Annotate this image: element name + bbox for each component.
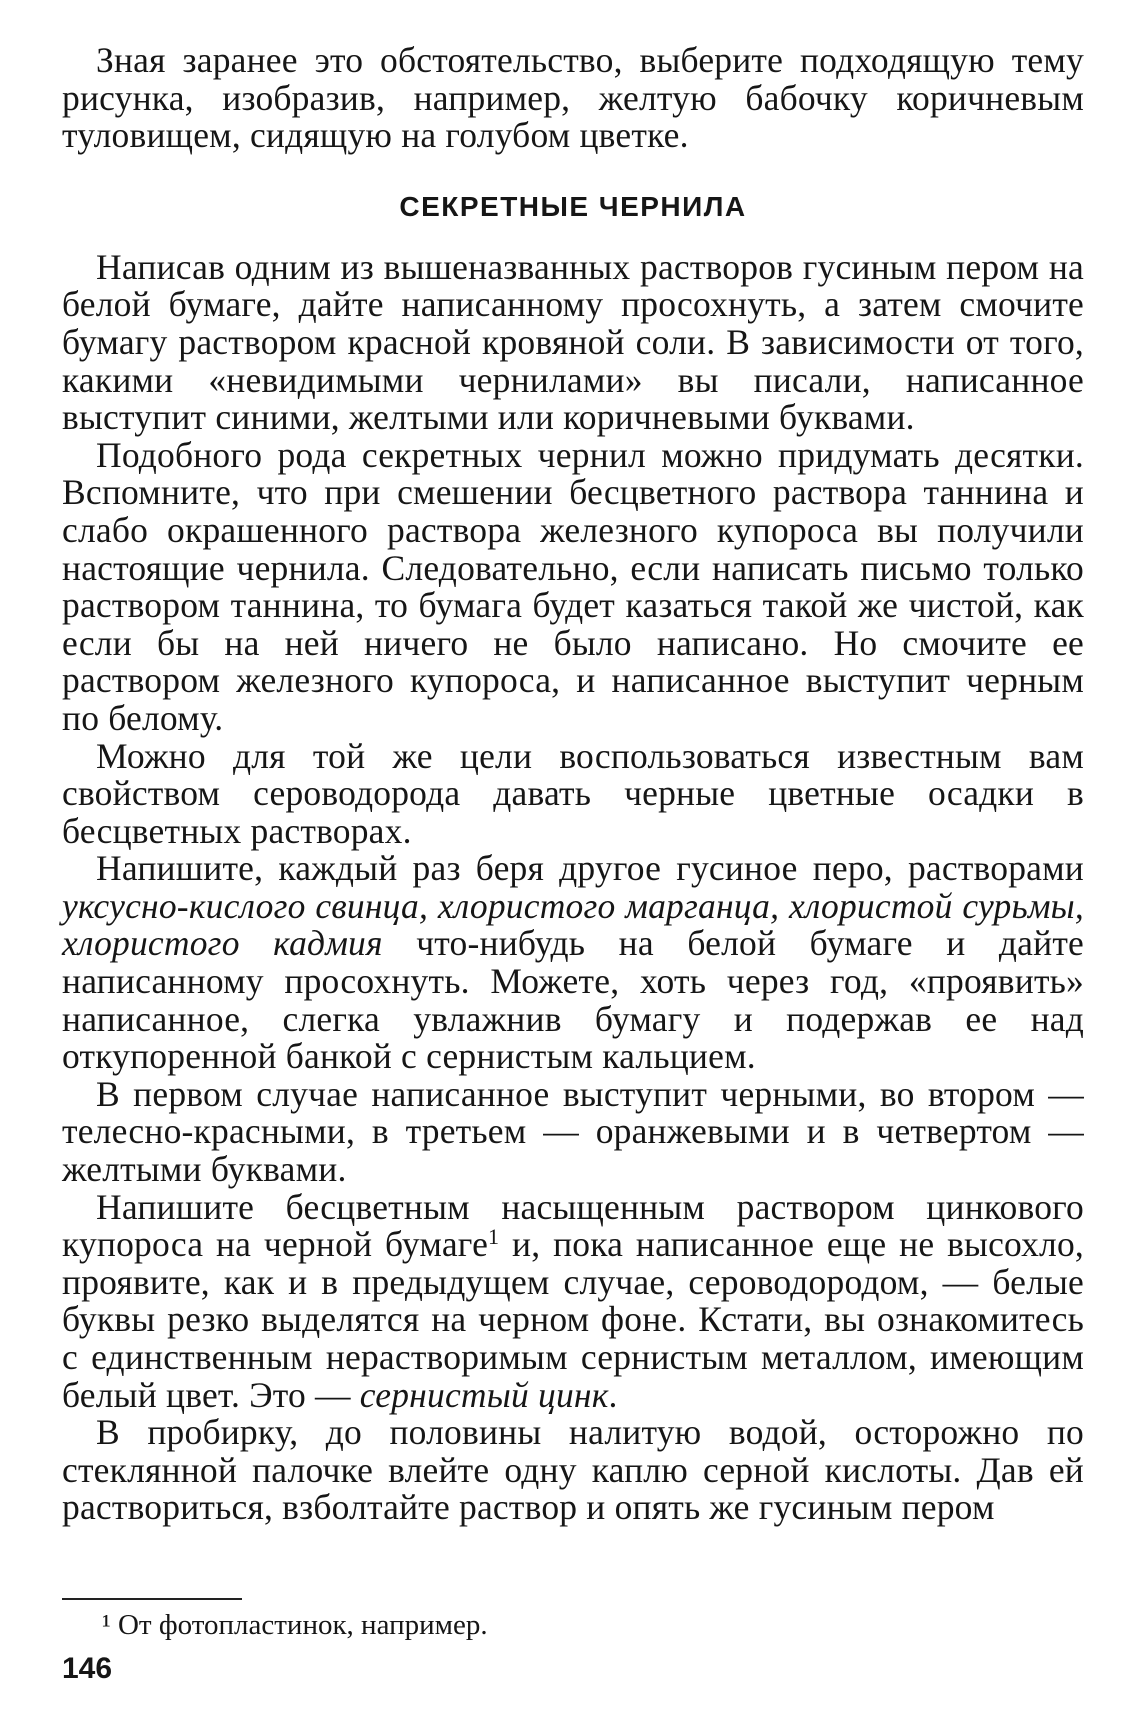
footnote-reference: 1	[488, 1224, 500, 1250]
paragraph-1: Написав одним из вышеназванных растворов гусиным пером на белой бумаге, дайте написанному просохнуть, а затем смочите бумагу раствором красной кровяной соли. В зависимости от того, какими «невидимыми чернилами» вы писали, написанное выступит синими, желтыми или коричневыми буквами.	[62, 246, 1084, 438]
paragraph-4-text-c: что-нибудь на белой бумаге и дайте написанному просохнуть. Можете, хоть через год, «проявить» написанное, слегка увлажнив бумагу и подержав ее над откупоренной банкой с сернистым кальцием.	[62, 923, 1084, 1077]
paragraph-3: Можно для той же цели воспользоваться известным вам свойством сероводорода давать черные цветные осадки в бесцветных растворах.	[62, 735, 1084, 851]
page-body	[62, 42, 1084, 1527]
paragraph-4	[62, 850, 1084, 1076]
section-heading: СЕКРЕТНЫЕ ЧЕРНИЛА	[399, 190, 747, 222]
footnote-divider	[62, 1598, 242, 1600]
paragraph-6-text-a: Напишите бесцветным насыщенным раствором цинкового купороса на черной бумаге	[62, 1186, 1084, 1265]
paragraph-7: В пробирку, до половины налитую водой, осторожно по стеклянной палочке влейте одну каплю серной кислоты. Дав ей раствориться, взболтайте раствор и опять же гусиным пером	[62, 1412, 1084, 1528]
paragraph-6-italic-term: сернистый цинк	[359, 1374, 609, 1415]
paragraph-4-italic-chemicals: уксусно-кислого свинца, хлористого марганца, хлористой сурьмы, хлористого кадмия	[62, 885, 1084, 964]
footnote-marker: ¹	[102, 1609, 111, 1641]
paragraph-2: Подобного рода секретных чернил можно придумать десятки. Вспомните, что при смешении бесцветного раствора таннина и слабо окрашенного раствора железного купороса вы получили настоящие чернила. Следовательно, если написать письмо только раствором таннина, то бумага будет казаться такой же чистой, как если бы на ней ничего не было написано. Но смочите ее раствором железного купороса, и написанное выступит черным по белому.	[62, 434, 1084, 738]
paragraph-6	[62, 1186, 1084, 1415]
paragraph-6-text-d: .	[608, 1374, 618, 1415]
page-number: 146	[62, 1652, 113, 1685]
paragraph-intro: Зная заранее это обстоятельство, выберите подходящую тему рисунка, изобразив, например, желтую бабочку коричневым туловищем, сидящую на голубом цветке.	[62, 40, 1084, 156]
footnote	[102, 1608, 488, 1642]
paragraph-5: В первом случае написанное выступит черными, во втором — телесно-красными, в третьем — оранжевыми и в четвертом — желтыми буквами.	[62, 1073, 1084, 1190]
paragraph-6-text-b: и, пока написанное еще не высохло, проявите, как и в предыдущем случае, сероводородом, — белые буквы резко выделятся на черном фоне. Кстати, вы ознакомитесь с единственным нерастворимым сернистым металлом, имеющим белый цвет. Это —	[62, 1224, 1084, 1415]
footnote-text: От фотопластинок, например.	[117, 1609, 488, 1641]
paragraph-4-text-a: Напишите, каждый раз беря другое гусиное перо, растворами	[96, 848, 1084, 889]
